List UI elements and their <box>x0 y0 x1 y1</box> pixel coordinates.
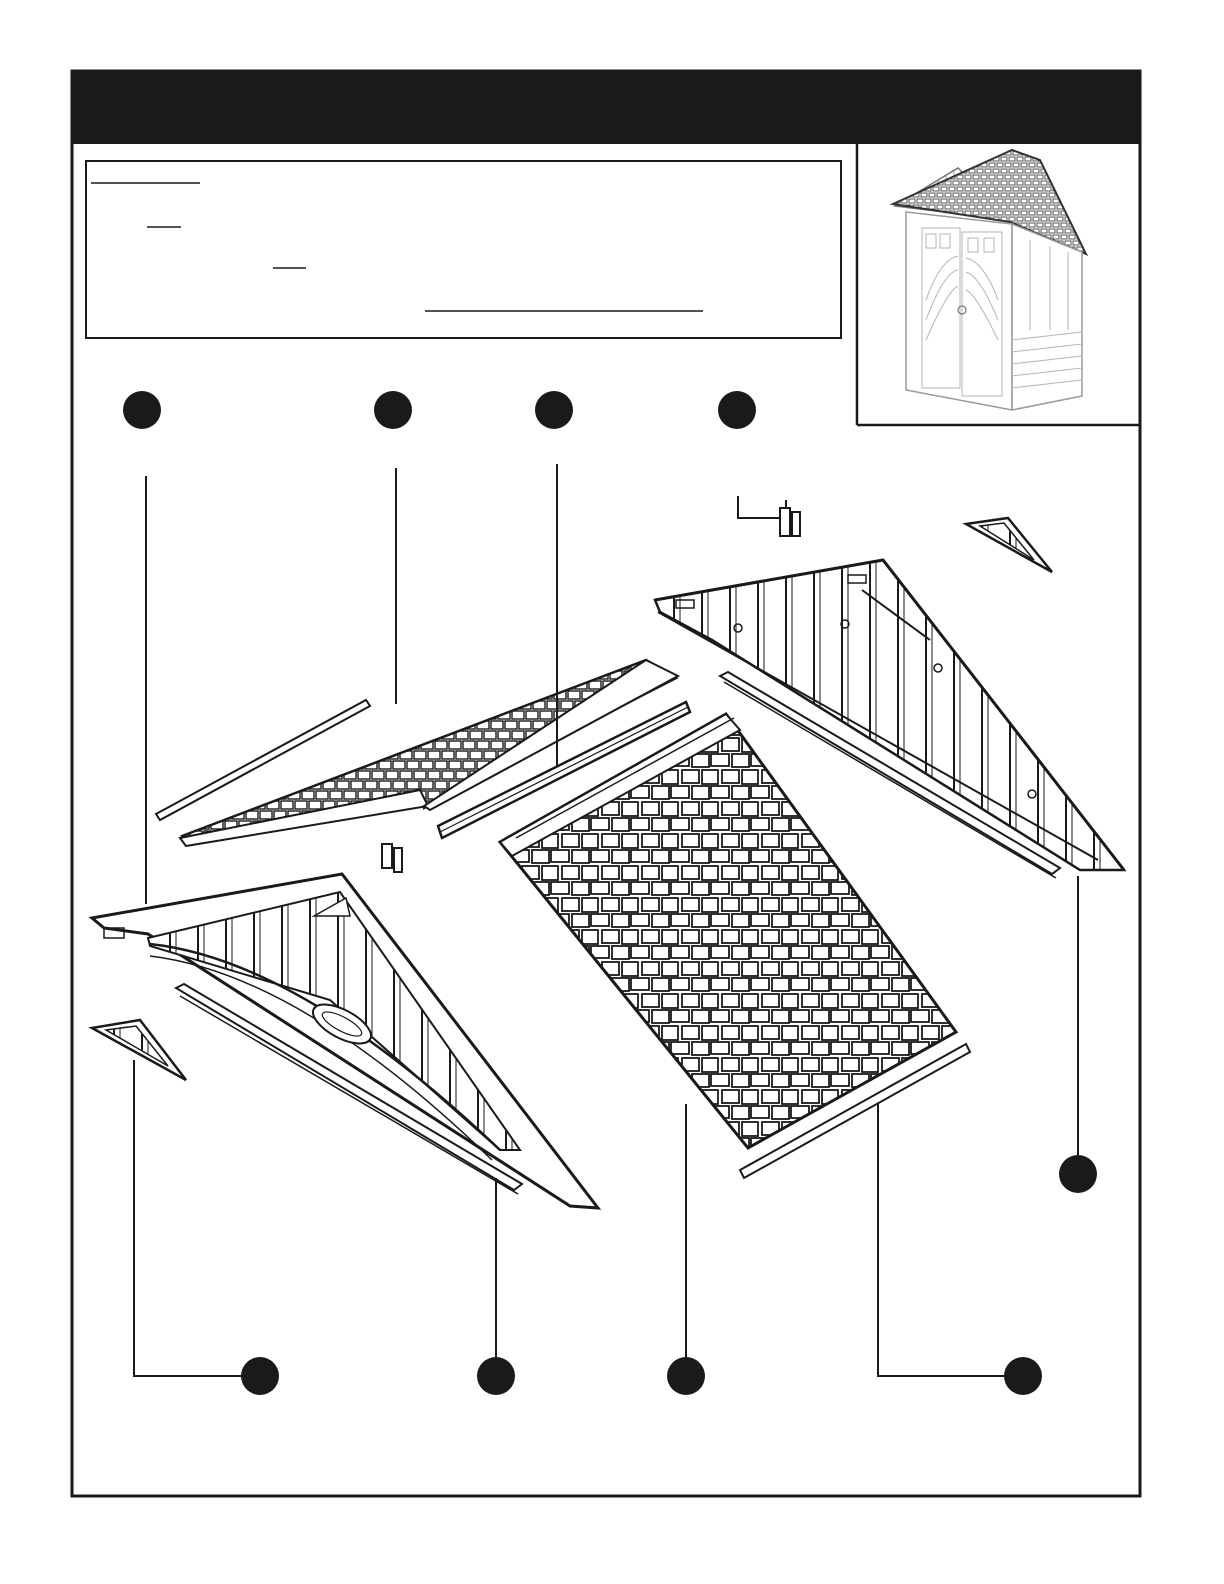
callout-marker <box>667 1357 705 1395</box>
callout-marker <box>123 391 161 429</box>
header-bar <box>72 71 1140 144</box>
gable-vent-icon <box>966 518 1052 572</box>
callout-marker <box>241 1357 279 1395</box>
callout-marker <box>1004 1357 1042 1395</box>
front-gable-panel <box>92 874 598 1208</box>
gable-vent-icon <box>92 1020 186 1080</box>
callout-marker <box>1059 1155 1097 1193</box>
ridge-clip-icon <box>738 496 800 536</box>
callout-marker <box>535 391 573 429</box>
shed-thumbnail-icon <box>893 150 1086 410</box>
callout-marker <box>374 391 412 429</box>
callout-marker <box>718 391 756 429</box>
thumbnail-box <box>857 144 1140 425</box>
callout-marker <box>477 1357 515 1395</box>
ridge-clip-icon <box>382 844 402 872</box>
notes-box <box>86 161 841 338</box>
